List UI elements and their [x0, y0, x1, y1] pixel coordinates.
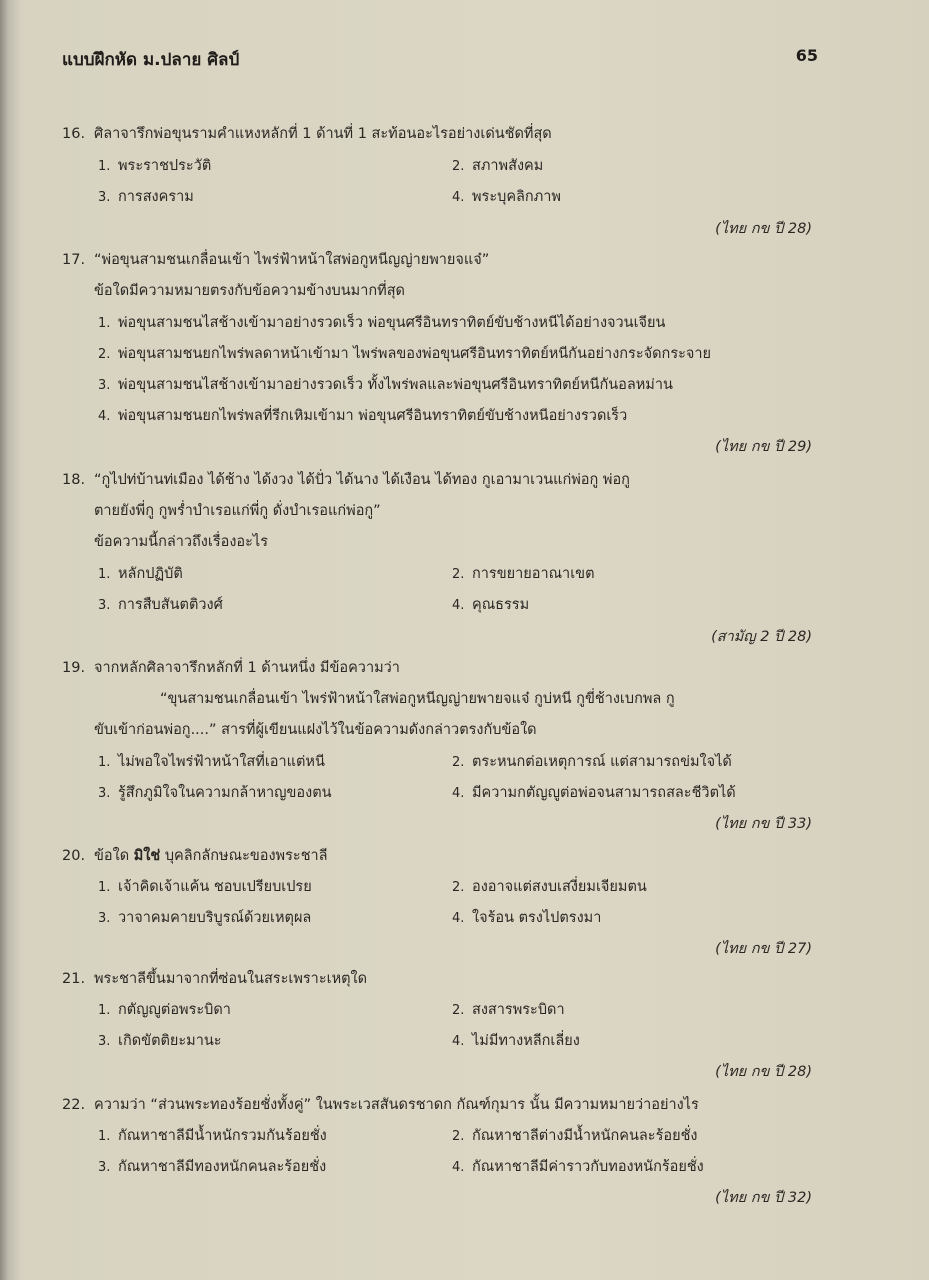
question-stem: “พ่อขุนสามชนเกลื่อนเข้า ไพร่ฟ้าหน้าใสพ่อกูหนีญญ่ายพายจแจ๋” — [94, 252, 490, 268]
option-4: 4. คุณธรรม — [452, 597, 530, 613]
question-prompt: ข้อความนี้กล่าวถึงเรื่องอะไร — [94, 534, 268, 550]
option-2: 2. พ่อขุนสามชนยกไพร่พลดาหน้าเข้ามา ไพร่พลของพ่อขุนศรีอินทราทิตย์หนีกันอย่างกระจัดกระจาย — [98, 346, 712, 362]
book-title: แบบฝึกหัด ม.ปลาย ศิลป์ — [62, 50, 240, 70]
exam-source: (ไทย กข ปี 29) — [715, 439, 812, 455]
option-4: 4. ไม่มีทางหลีกเลี่ยง — [452, 1033, 580, 1049]
page-number: 65 — [795, 46, 818, 65]
exam-source: (ไทย กข ปี 32) — [715, 1190, 812, 1206]
question-stem: พระชาลีขึ้นมาจากที่ซ่อนในสระเพราะเหตุใด — [94, 971, 368, 987]
question-stem: จากหลักศิลาจารึกหลักที่ 1 ด้านหนึ่ง มีข้อความว่า — [94, 660, 400, 676]
option-2: 2. ตระหนกต่อเหตุการณ์ แต่สามารถข่มใจได้ — [452, 754, 732, 770]
question-number: 21. — [62, 971, 86, 987]
question-number: 18. — [62, 472, 86, 488]
option-1: 1. กตัญญูต่อพระบิดา — [98, 1002, 231, 1018]
exam-source: (ไทย กข ปี 28) — [715, 221, 812, 237]
option-2: 2. องอาจแต่สงบเสงี่ยมเจียมตน — [452, 879, 647, 895]
option-1: 1. กัณหาชาลีมีน้ำหนักรวมกันร้อยชั่ง — [98, 1128, 327, 1144]
option-3: 3. การสืบสันตติวงศ์ — [98, 597, 223, 613]
question-number: 17. — [62, 252, 86, 268]
question-stem: “กูไปท่บ้านท่เมือง ได้ช้าง ได้งวง ได้ปั่ว ได้นาง ได้เงือน ได้ทอง กูเอามาเวนแก่พ่อกู พ่อกู — [94, 472, 630, 488]
option-2: 2. สภาพสังคม — [452, 158, 544, 174]
option-2: 2. สงสารพระบิดา — [452, 1002, 565, 1018]
question-number: 16. — [62, 126, 86, 142]
option-2: 2. การขยายอาณาเขต — [452, 566, 595, 582]
option-4: 4. พ่อขุนสามชนยกไพร่พลที่รีกเหิมเข้ามา พ่อขุนศรีอินทราทิตย์ขับช้างหนีอย่างรวดเร็ว — [98, 408, 628, 424]
quote-line-1: “ขุนสามชนเกลื่อนเข้า ไพร่ฟ้าหน้าใสพ่อกูหนีญญ่ายพายจแจ๋ กูบ่หนี กูขี่ช้างเบกพล กู — [160, 691, 675, 707]
option-4: 4. ใจร้อน ตรงไปตรงมา — [452, 910, 602, 926]
exam-source: (ไทย กข ปี 27) — [715, 941, 812, 957]
question-stem: ข้อใด มิใช่ บุคลิกลักษณะของพระชาลี — [94, 848, 328, 864]
quote-line-2: ขับเข้าก่อนพ่อกู....” สารที่ผู้เขียนแฝงไว้ในข้อความดังกล่าวตรงกับข้อใด — [94, 722, 537, 738]
option-2: 2. กัณหาชาลีต่างมีน้ำหนักคนละร้อยชั่ง — [452, 1128, 698, 1144]
exam-source: (สามัญ 2 ปี 28) — [711, 629, 812, 645]
option-3: 3. พ่อขุนสามชนไสช้างเข้ามาอย่างรวดเร็ว ทั้งไพร่พลและพ่อขุนศรีอินทราทิตย์หนีกันอลหม่าน — [98, 377, 673, 393]
question-number: 19. — [62, 660, 86, 676]
option-1: 1. หลักปฏิบัติ — [98, 566, 183, 582]
option-1: 1. ไม่พอใจไพร่ฟ้าหน้าใสที่เอาแต่หนี — [98, 754, 325, 770]
question-prompt: ข้อใดมีความหมายตรงกับข้อความข้างบนมากที่สุด — [94, 283, 405, 299]
option-4: 4. มีความกตัญญูต่อพ่อจนสามารถสละชีวิตได้ — [452, 785, 736, 801]
question-number: 22. — [62, 1097, 86, 1113]
question-stem: ความว่า “ส่วนพระทองร้อยชั่งทั้งคู่” ในพระเวสสันดรชาดก กัณฑ์กุมาร นั้น มีความหมายว่าอย่างไร — [94, 1097, 699, 1113]
option-1: 1. เจ้าคิดเจ้าแค้น ชอบเปรียบเปรย — [98, 879, 312, 895]
option-3: 3. วาจาคมคายบริบูรณ์ด้วยเหตุผล — [98, 910, 312, 926]
option-4: 4. พระบุคลิกภาพ — [452, 189, 561, 205]
question-stem-line-2: ตายยังพี่กู กูพร่ำบำเรอแก่พี่กู ดั่งบำเรอแก่พ่อกู” — [94, 503, 381, 519]
option-3: 3. เกิดขัตติยะมานะ — [98, 1033, 222, 1049]
option-3: 3. กัณหาชาลีมีทองหนักคนละร้อยชั่ง — [98, 1159, 327, 1175]
question-number: 20. — [62, 848, 86, 864]
exam-source: (ไทย กข ปี 28) — [715, 1064, 812, 1080]
option-3: 3. รู้สึกภูมิใจในความกล้าหาญของตน — [98, 785, 332, 801]
emphasis-word: มิใช่ — [133, 848, 161, 864]
exam-source: (ไทย กข ปี 33) — [715, 816, 812, 832]
page-header — [62, 46, 822, 72]
option-3: 3. การสงคราม — [98, 189, 194, 205]
option-1: 1. พระราชประวัติ — [98, 158, 212, 174]
question-stem: ศิลาจารึกพ่อขุนรามคำแหงหลักที่ 1 ด้านที่ 1 สะท้อนอะไรอย่างเด่นชัดที่สุด — [94, 126, 552, 142]
option-1: 1. พ่อขุนสามชนไสช้างเข้ามาอย่างรวดเร็ว พ่อขุนศรีอินทราทิตย์ขับช้างหนีได้อย่างจวนเจียน — [98, 315, 666, 331]
option-4: 4. กัณหาชาลีมีค่าราวกับทองหนักร้อยชั่ง — [452, 1159, 704, 1175]
